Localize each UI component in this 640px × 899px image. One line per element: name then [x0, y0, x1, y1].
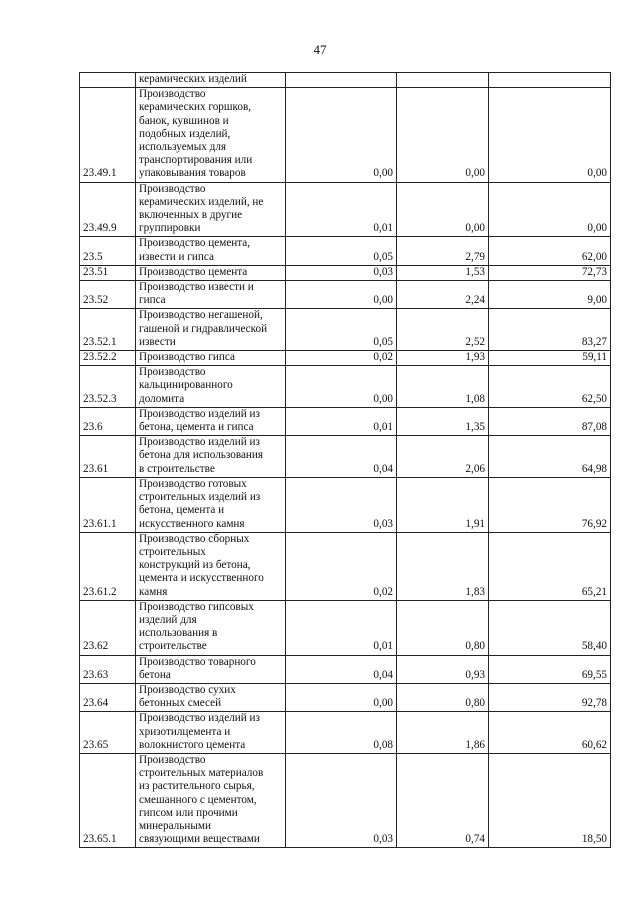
row-value-2: 0,00 — [397, 182, 489, 237]
row-value-2: 1,86 — [397, 712, 489, 754]
row-value-3: 18,50 — [489, 753, 611, 847]
row-code: 23.5 — [80, 237, 136, 265]
row-value-1: 0,01 — [286, 600, 397, 655]
row-code: 23.52.3 — [80, 366, 136, 408]
table-row — [80, 182, 611, 237]
row-code: 23.49.9 — [80, 182, 136, 237]
row-name: Производство изделий из хризотилцемента и волокнистого цемента — [136, 712, 286, 754]
row-value-2: 0,80 — [397, 683, 489, 711]
row-name: Производство извести и гипса — [136, 281, 286, 309]
row-code: 23.52.2 — [80, 351, 136, 366]
row-value-2: 1,35 — [397, 407, 489, 435]
row-value-3: 62,00 — [489, 237, 611, 265]
table-row — [80, 436, 611, 478]
row-value-1: 0,03 — [286, 477, 397, 532]
row-value-3: 69,55 — [489, 655, 611, 683]
row-value-3: 58,40 — [489, 600, 611, 655]
table-row — [80, 600, 611, 655]
row-code: 23.6 — [80, 407, 136, 435]
table-row — [80, 407, 611, 435]
row-value-3: 9,00 — [489, 281, 611, 309]
table-row — [80, 265, 611, 280]
row-name: Производство строительных материалов из растительного сырья, смешанного с цементом, гипсом или прочими минеральными связующими веществами — [136, 753, 286, 847]
row-name: Производство сухих бетонных смесей — [136, 683, 286, 711]
row-value-2: 0,80 — [397, 600, 489, 655]
row-value-1: 0,00 — [286, 281, 397, 309]
row-value-2: 1,93 — [397, 351, 489, 366]
row-value-1: 0,01 — [286, 407, 397, 435]
row-code: 23.64 — [80, 683, 136, 711]
table-row — [80, 753, 611, 847]
table-row — [80, 683, 611, 711]
row-code: 23.61.1 — [80, 477, 136, 532]
row-code — [80, 73, 136, 88]
table-row — [80, 477, 611, 532]
table-row — [80, 73, 611, 88]
table-row — [80, 309, 611, 351]
row-value-2: 2,52 — [397, 309, 489, 351]
row-value-3: 59,11 — [489, 351, 611, 366]
row-value-3: 72,73 — [489, 265, 611, 280]
row-code: 23.62 — [80, 600, 136, 655]
row-value-2: 0,00 — [397, 88, 489, 182]
row-code: 23.61.2 — [80, 532, 136, 600]
row-code: 23.63 — [80, 655, 136, 683]
table-row — [80, 655, 611, 683]
row-value-1: 0,00 — [286, 366, 397, 408]
row-value-1: 0,05 — [286, 309, 397, 351]
row-value-2: 2,24 — [397, 281, 489, 309]
row-code: 23.65.1 — [80, 753, 136, 847]
row-value-1: 0,04 — [286, 655, 397, 683]
table-row — [80, 712, 611, 754]
row-value-1: 0,04 — [286, 436, 397, 478]
row-value-2: 0,93 — [397, 655, 489, 683]
row-name: Производство керамических горшков, банок, кувшинов и подобных изделий, используемых для транспортирования или упаковывания товаров — [136, 88, 286, 182]
row-name: Производство негашеной, гашеной и гидравлической извести — [136, 309, 286, 351]
row-value-3: 83,27 — [489, 309, 611, 351]
row-name: Производство цемента, извести и гипса — [136, 237, 286, 265]
row-value-3: 60,62 — [489, 712, 611, 754]
table-row — [80, 366, 611, 408]
row-value-3 — [489, 73, 611, 88]
row-code: 23.49.1 — [80, 88, 136, 182]
row-name: Производство готовых строительных изделий из бетона, цемента и искусственного камня — [136, 477, 286, 532]
row-value-3: 92,78 — [489, 683, 611, 711]
row-code: 23.52 — [80, 281, 136, 309]
row-name: Производство керамических изделий, не включенных в другие группировки — [136, 182, 286, 237]
row-value-2: 2,79 — [397, 237, 489, 265]
row-value-2: 1,83 — [397, 532, 489, 600]
row-value-3: 0,00 — [489, 182, 611, 237]
row-value-1: 0,03 — [286, 753, 397, 847]
row-value-1: 0,02 — [286, 532, 397, 600]
row-value-2: 2,06 — [397, 436, 489, 478]
row-code: 23.51 — [80, 265, 136, 280]
row-value-2 — [397, 73, 489, 88]
row-value-1: 0,05 — [286, 237, 397, 265]
row-value-2: 0,74 — [397, 753, 489, 847]
row-value-3: 0,00 — [489, 88, 611, 182]
row-name: Производство кальцинированного доломита — [136, 366, 286, 408]
table-row — [80, 532, 611, 600]
data-table — [79, 72, 611, 848]
row-value-1: 0,03 — [286, 265, 397, 280]
row-code: 23.61 — [80, 436, 136, 478]
page-number: 47 — [313, 42, 327, 57]
row-value-2: 1,53 — [397, 265, 489, 280]
row-value-3: 76,92 — [489, 477, 611, 532]
row-name: Производство товарного бетона — [136, 655, 286, 683]
row-code: 23.65 — [80, 712, 136, 754]
row-name: Производство гипсовых изделий для использования в строительстве — [136, 600, 286, 655]
row-name: Производство цемента — [136, 265, 286, 280]
row-name: Производство изделий из бетона для использования в строительстве — [136, 436, 286, 478]
row-name: Производство изделий из бетона, цемента и гипса — [136, 407, 286, 435]
table-row — [80, 237, 611, 265]
row-value-1: 0,00 — [286, 88, 397, 182]
row-value-3: 62,50 — [489, 366, 611, 408]
row-value-2: 1,08 — [397, 366, 489, 408]
row-name: Производство гипса — [136, 351, 286, 366]
table-row — [80, 88, 611, 182]
row-name: Производство сборных строительных конструкций из бетона, цемента и искусственного камня — [136, 532, 286, 600]
table-body — [80, 73, 611, 848]
row-value-1: 0,00 — [286, 683, 397, 711]
row-value-1: 0,08 — [286, 712, 397, 754]
table-row — [80, 351, 611, 366]
row-value-2: 1,91 — [397, 477, 489, 532]
row-value-3: 64,98 — [489, 436, 611, 478]
row-code: 23.52.1 — [80, 309, 136, 351]
row-name: керамических изделий — [136, 73, 286, 88]
row-value-1: 0,01 — [286, 182, 397, 237]
row-value-1 — [286, 73, 397, 88]
row-value-1: 0,02 — [286, 351, 397, 366]
row-value-3: 87,08 — [489, 407, 611, 435]
table-row — [80, 281, 611, 309]
row-value-3: 65,21 — [489, 532, 611, 600]
